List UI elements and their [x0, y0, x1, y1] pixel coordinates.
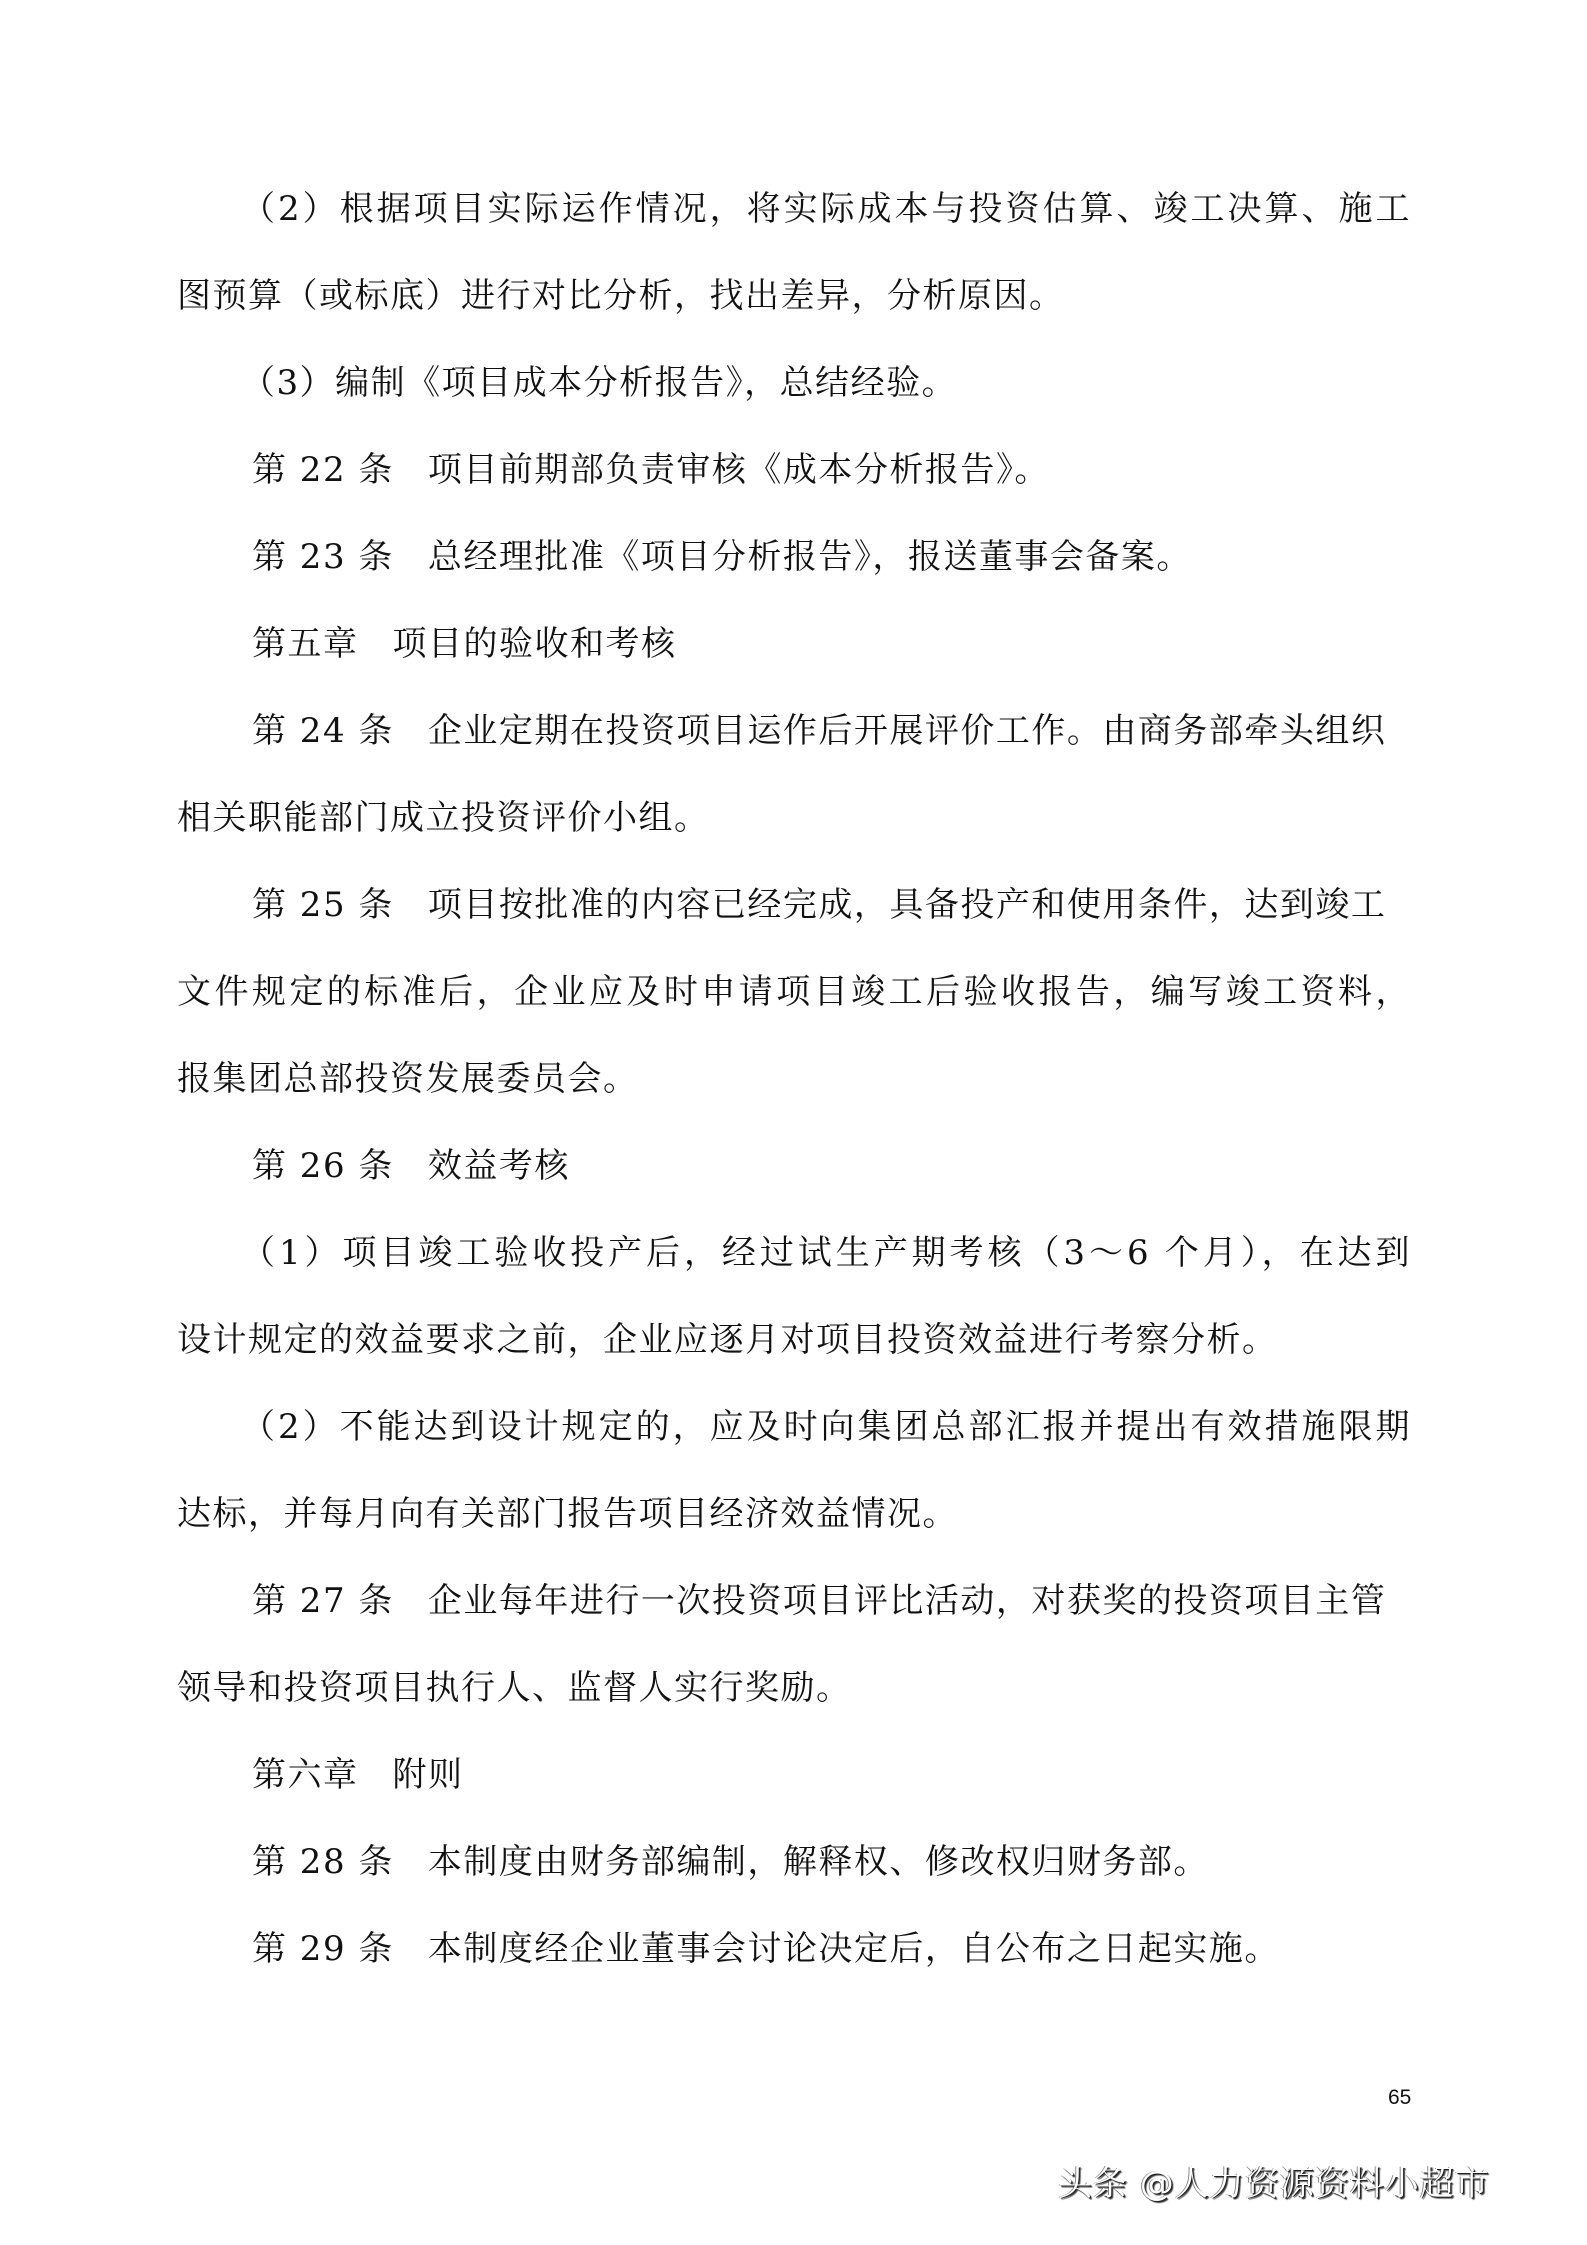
paragraph-line: 相关职能部门成立投资评价小组。	[177, 798, 710, 838]
article-text: 效益考核	[427, 1146, 570, 1186]
article-text: 总经理批准《项目分析报告》，报送董事会备案。	[427, 537, 1192, 577]
article-25	[177, 862, 1417, 949]
article-label: 第 24 条	[252, 711, 394, 751]
watermark: 头条 @人力资源资料小超市	[1058, 2164, 1490, 2204]
chapter-title: 附则	[392, 1755, 464, 1795]
article-28	[177, 1819, 1417, 1906]
chapter-label: 第六章	[252, 1755, 359, 1795]
paragraph-line: （3）编制《项目成本分析报告》，总结经验。	[241, 363, 958, 403]
article-text: 本制度由财务部编制，解释权、修改权归财务部。	[427, 1842, 1209, 1882]
page-number: 65	[1388, 2086, 1412, 2109]
article-label: 第 25 条	[252, 885, 394, 925]
document-body	[177, 166, 1417, 1993]
chapter-title: 项目的验收和考核	[392, 624, 677, 664]
article-22	[177, 427, 1417, 514]
paragraph-line: 达标，并每月向有关部门报告项目经济效益情况。	[177, 1494, 958, 1534]
article-29	[177, 1906, 1417, 1993]
article-label: 第 26 条	[252, 1146, 394, 1186]
paragraph-line: 报集团总部投资发展委员会。	[177, 1059, 639, 1099]
article-24	[177, 688, 1417, 775]
article-text: 本制度经企业董事会讨论决定后，自公布之日起实施。	[427, 1929, 1280, 1969]
paragraph-line: 图预算（或标底）进行对比分析，找出差异，分析原因。	[177, 276, 1065, 316]
paragraph-line: 文件规定的标准后，企业应及时申请项目竣工后验收报告，编写竣工资料，	[177, 972, 1411, 1012]
article-27	[177, 1558, 1417, 1645]
article-label: 第 22 条	[252, 450, 394, 490]
paragraph-line: （2）不能达到设计规定的，应及时向集团总部汇报并提出有效措施限期	[241, 1407, 1411, 1447]
article-26	[177, 1123, 1417, 1210]
paragraph-line: 领导和投资项目执行人、监督人实行奖励。	[177, 1668, 852, 1708]
paragraph-line: （2）根据项目实际运作情况，将实际成本与投资估算、竣工决算、施工	[241, 189, 1411, 229]
chapter-heading-6	[177, 1732, 1417, 1819]
article-label: 第 28 条	[252, 1842, 394, 1882]
article-label: 第 23 条	[252, 537, 394, 577]
chapter-label: 第五章	[252, 624, 359, 664]
article-label: 第 29 条	[252, 1929, 394, 1969]
article-label: 第 27 条	[252, 1581, 394, 1621]
chapter-heading-5	[177, 601, 1417, 688]
article-text: 企业每年进行一次投资项目评比活动，对获奖的投资项目主管	[427, 1581, 1387, 1621]
article-text: 企业定期在投资项目运作后开展评价工作。由商务部牵头组织	[427, 711, 1387, 751]
article-text: 项目前期部负责审核《成本分析报告》。	[427, 450, 1050, 490]
paragraph-line: 设计规定的效益要求之前，企业应逐月对项目投资效益进行考察分析。	[177, 1320, 1278, 1360]
article-text: 项目按批准的内容已经完成，具备投产和使用条件，达到竣工	[427, 885, 1387, 925]
article-23	[177, 514, 1417, 601]
paragraph-line: （1）项目竣工验收投产后，经过试生产期考核（3～6 个月），在达到	[241, 1233, 1411, 1273]
